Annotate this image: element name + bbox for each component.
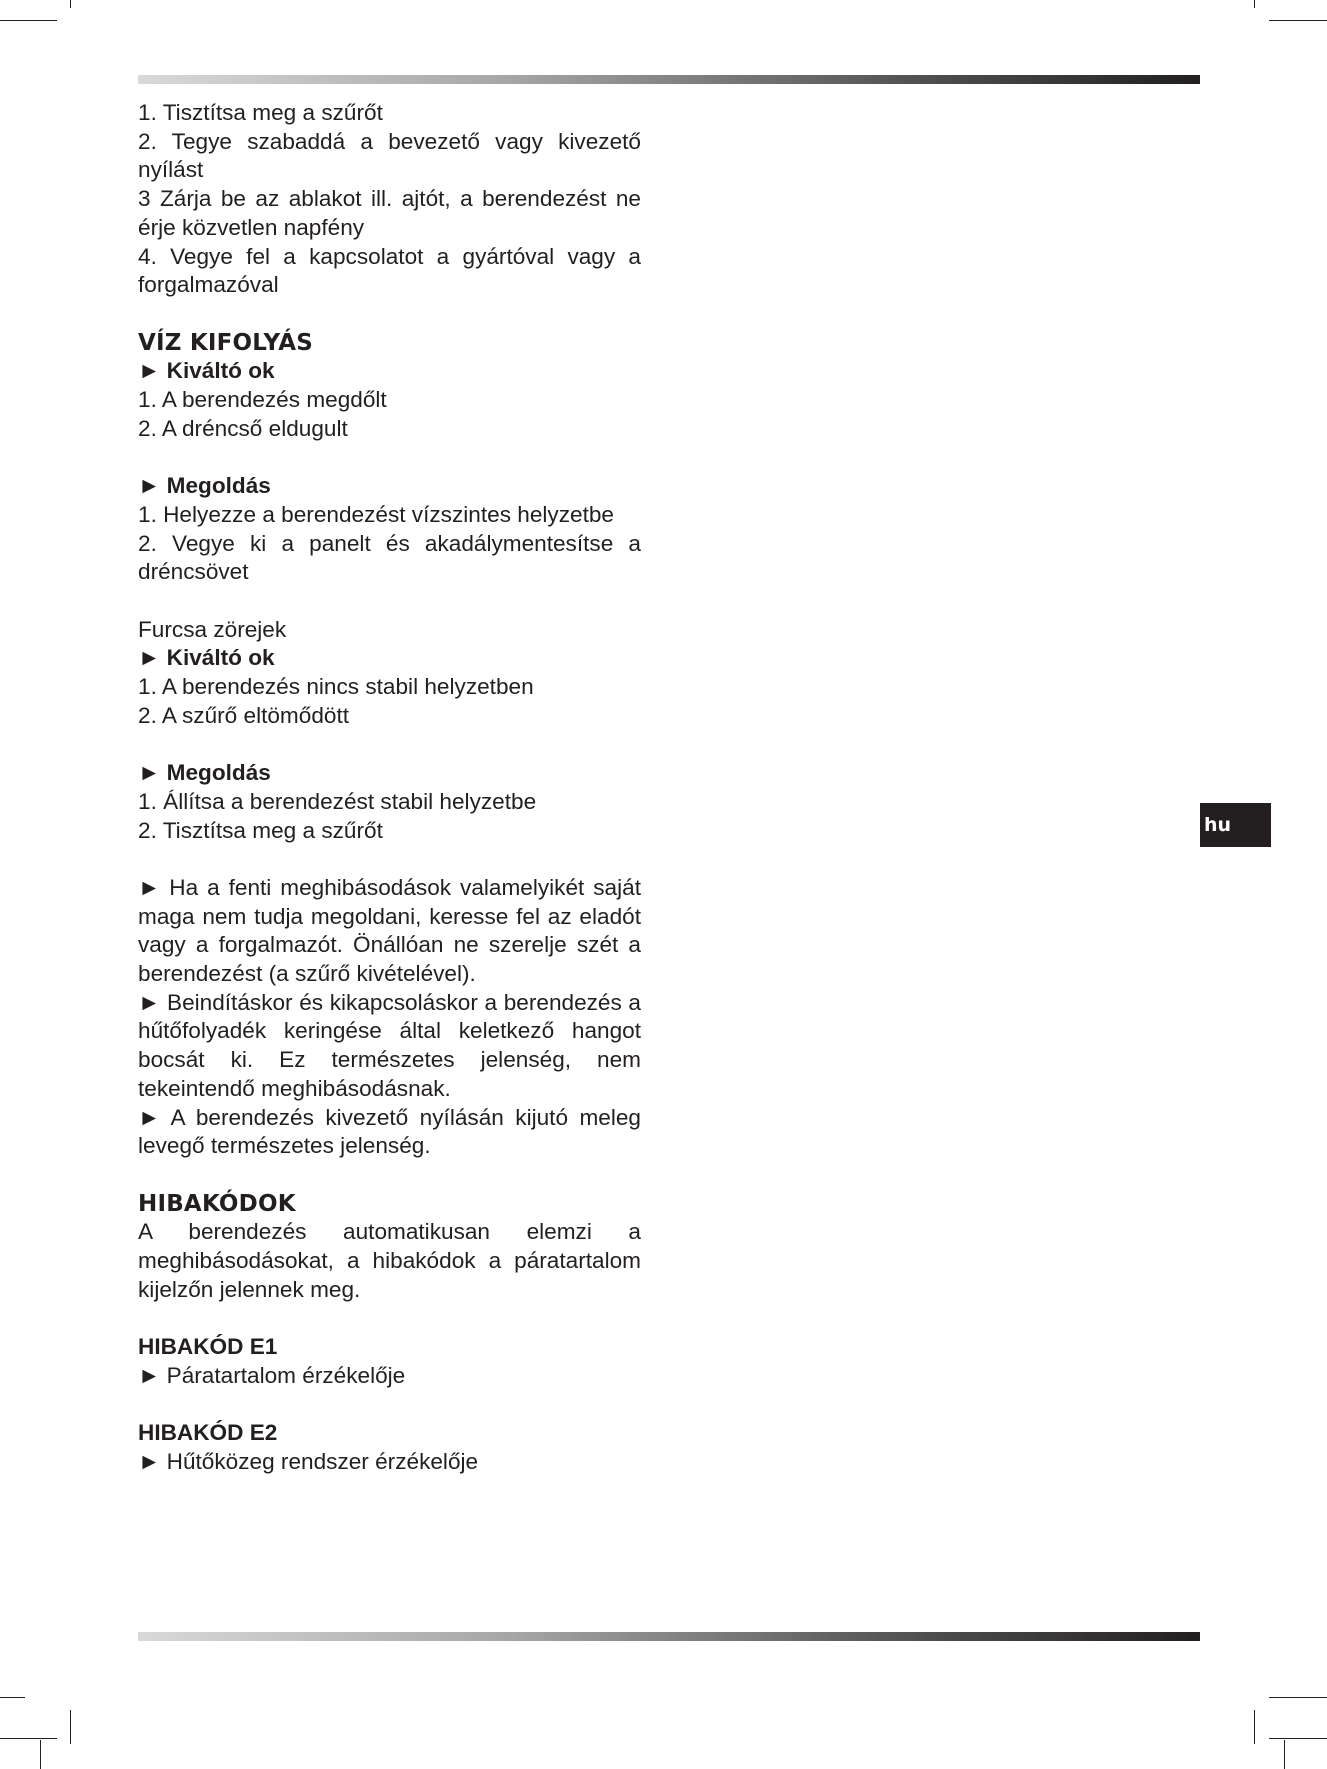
language-tab: hu — [1200, 803, 1271, 847]
crop-mark — [1269, 20, 1327, 21]
crop-mark — [1254, 0, 1255, 8]
section-heading-error-codes: HIBAKÓDOK — [138, 1190, 296, 1217]
text-column — [138, 99, 641, 1477]
list-item: 1. Helyezze a berendezést vízszintes helyzetbe — [138, 501, 614, 527]
cause-label: ► Kiváltó ok — [138, 645, 275, 671]
crop-mark — [70, 0, 71, 8]
error-code-e1-desc: ► Páratartalom érzékelője — [138, 1362, 406, 1388]
spacer — [138, 845, 641, 874]
footer-rule — [138, 1632, 1200, 1641]
spacer — [138, 1391, 641, 1420]
list-item: 2. Tegye szabaddá a bevezető vagy kivezető nyílást — [138, 128, 641, 183]
spacer — [138, 1304, 641, 1333]
error-code-e2-title: HIBAKÓD E2 — [138, 1420, 278, 1446]
crop-mark — [1254, 1710, 1255, 1744]
list-item: 2. Vegye ki a panelt és akadálymentesítse a dréncsövet — [138, 530, 641, 585]
header-rule — [138, 75, 1200, 84]
list-item: 4. Vegye fel a kapcsolatot a gyártóval vagy a forgalmazóval — [138, 243, 641, 298]
spacer — [138, 587, 641, 616]
error-codes-intro: A berendezés automatikusan elemzi a meghibásodásokat, a hibakódok a páratartalom kijelzőn jelennek meg. — [138, 1219, 641, 1302]
crop-mark — [0, 20, 57, 21]
crop-mark — [0, 1697, 25, 1698]
list-item: 2. Tisztítsa meg a szűrőt — [138, 817, 383, 843]
spacer — [138, 443, 641, 472]
cause-label: ► Kiváltó ok — [138, 358, 275, 384]
error-code-e2-desc: ► Hűtőközeg rendszer érzékelője — [138, 1448, 479, 1474]
crop-mark — [70, 1710, 71, 1744]
crop-mark — [40, 1740, 41, 1769]
note-paragraph: ► Beindításkor és kikapcsoláskor a berendezés a hűtőfolyadék keringése által keletkező hangot bocsát ki. Ez természetes jelenség, nem tekeintendő meghibásodásnak. — [138, 989, 641, 1101]
crop-mark — [1284, 1740, 1285, 1769]
list-item: 1. Állítsa a berendezést stabil helyzetbe — [138, 788, 537, 814]
list-item: 1. Tisztítsa meg a szűrőt — [138, 100, 383, 125]
list-item: 1. A berendezés nincs stabil helyzetben — [138, 674, 534, 700]
crop-mark — [1269, 1738, 1327, 1739]
crop-mark — [1269, 1697, 1327, 1698]
note-paragraph: ► A berendezés kivezető nyílásán kijutó meleg levegő természetes jelenség. — [138, 1104, 641, 1159]
solution-label: ► Megoldás — [138, 760, 271, 786]
spacer — [138, 730, 641, 759]
spacer — [138, 1161, 641, 1190]
list-item: 3 Zárja be az ablakot ill. ajtót, a berendezést ne érje közvetlen napfény — [138, 186, 641, 240]
note-paragraph: ► Ha a fenti meghibásodások valamelyikét saját maga nem tudja megoldani, keresse fel az eladót vagy a forgalmazót. Önállóan ne szerelje szét a berendezést (a szűrő kivételével). — [138, 874, 641, 987]
crop-mark — [0, 1738, 57, 1739]
error-code-e1-title: HIBAKÓD E1 — [138, 1334, 278, 1360]
section-heading-water-leak: VÍZ KIFOLYÁS — [138, 329, 313, 356]
section-heading-noises: Furcsa zörejek — [138, 616, 287, 642]
solution-label: ► Megoldás — [138, 473, 271, 499]
list-item: 2. A dréncső eldugult — [138, 415, 348, 441]
list-item: 1. A berendezés megdőlt — [138, 387, 387, 413]
spacer — [138, 300, 641, 329]
list-item: 2. A szűrő eltömődött — [138, 702, 349, 728]
